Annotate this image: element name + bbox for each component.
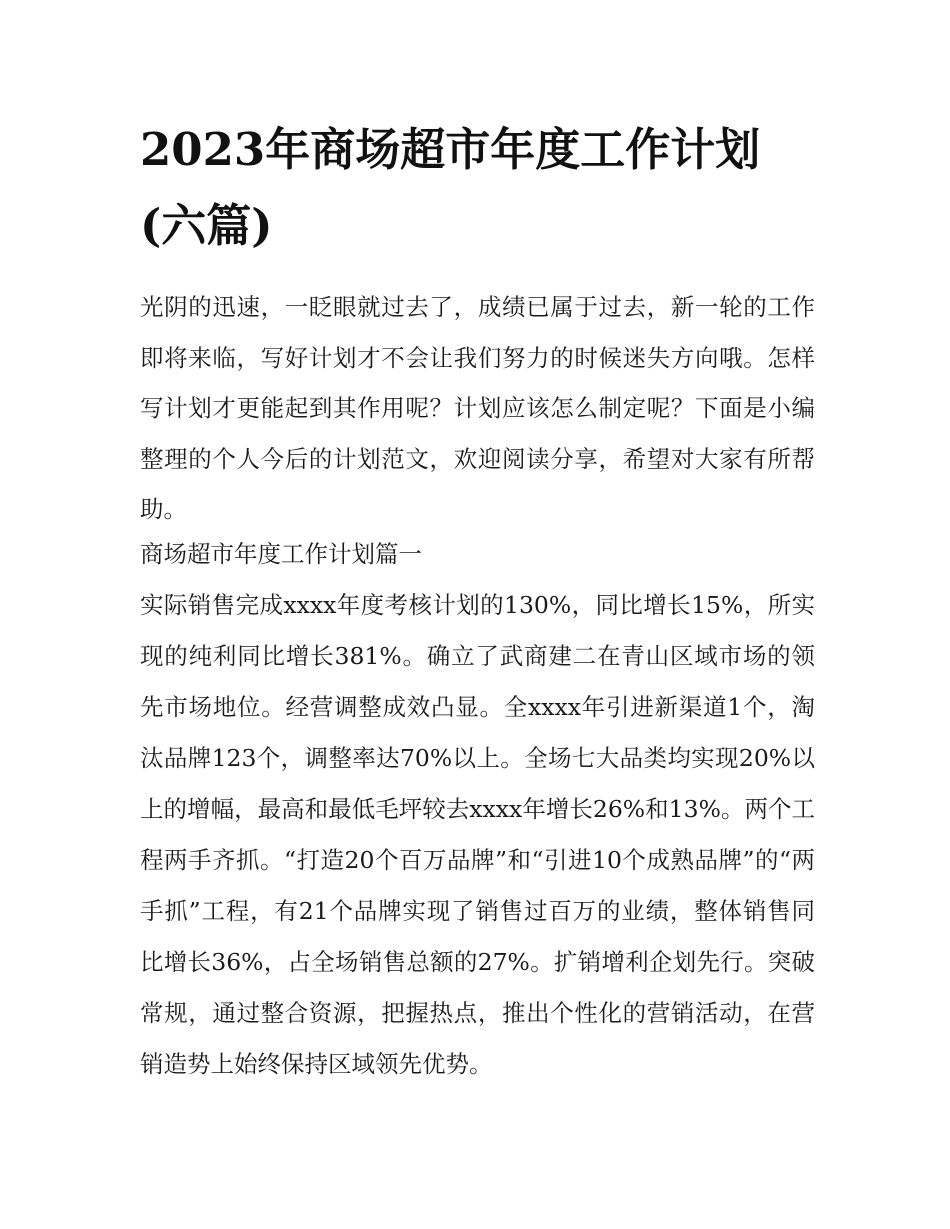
section-heading: 商场超市年度工作计划篇一 (140, 540, 422, 568)
intro-paragraph: 光阴的迅速，一眨眼就过去了，成绩已属于过去，新一轮的工作即将来临，写好计划才不会让我们努力的时候迷失方向哦。怎样写计划才更能起到其作用呢？计划应该怎么制定呢？下面是小编整理的个人今后的计划范文，欢迎阅读分享，希望对大家有所帮助。 (140, 293, 815, 523)
document-title: 2023年商场超市年度工作计划(六篇) (140, 123, 761, 252)
section-paragraph: 实际销售完成xxxx年度考核计划的130%，同比增长15%，所实现的纯利同比增长381%。确立了武商建二在青山区域市场的领先市场地位。经营调整成效凸显。全xxxx年引进新渠道1个，淘汰品牌123个，调整率达70%以上。全场七大品类均实现20%以上的增幅，最高和最低毛坪较去xxxx年增长26%和13%。两个工程两手齐抓。“打造20个百万品牌”和“引进10个成熟品牌”的“两手抓”工程，有21个品牌实现了销售过百万的业绩，整体销售同比增长36%，占全场销售总额的27%。扩销增利企划先行。突破常规，通过整合资源，把握热点，推出个性化的营销活动，在营销造势上始终保持区域领先优势。 (140, 591, 815, 1078)
